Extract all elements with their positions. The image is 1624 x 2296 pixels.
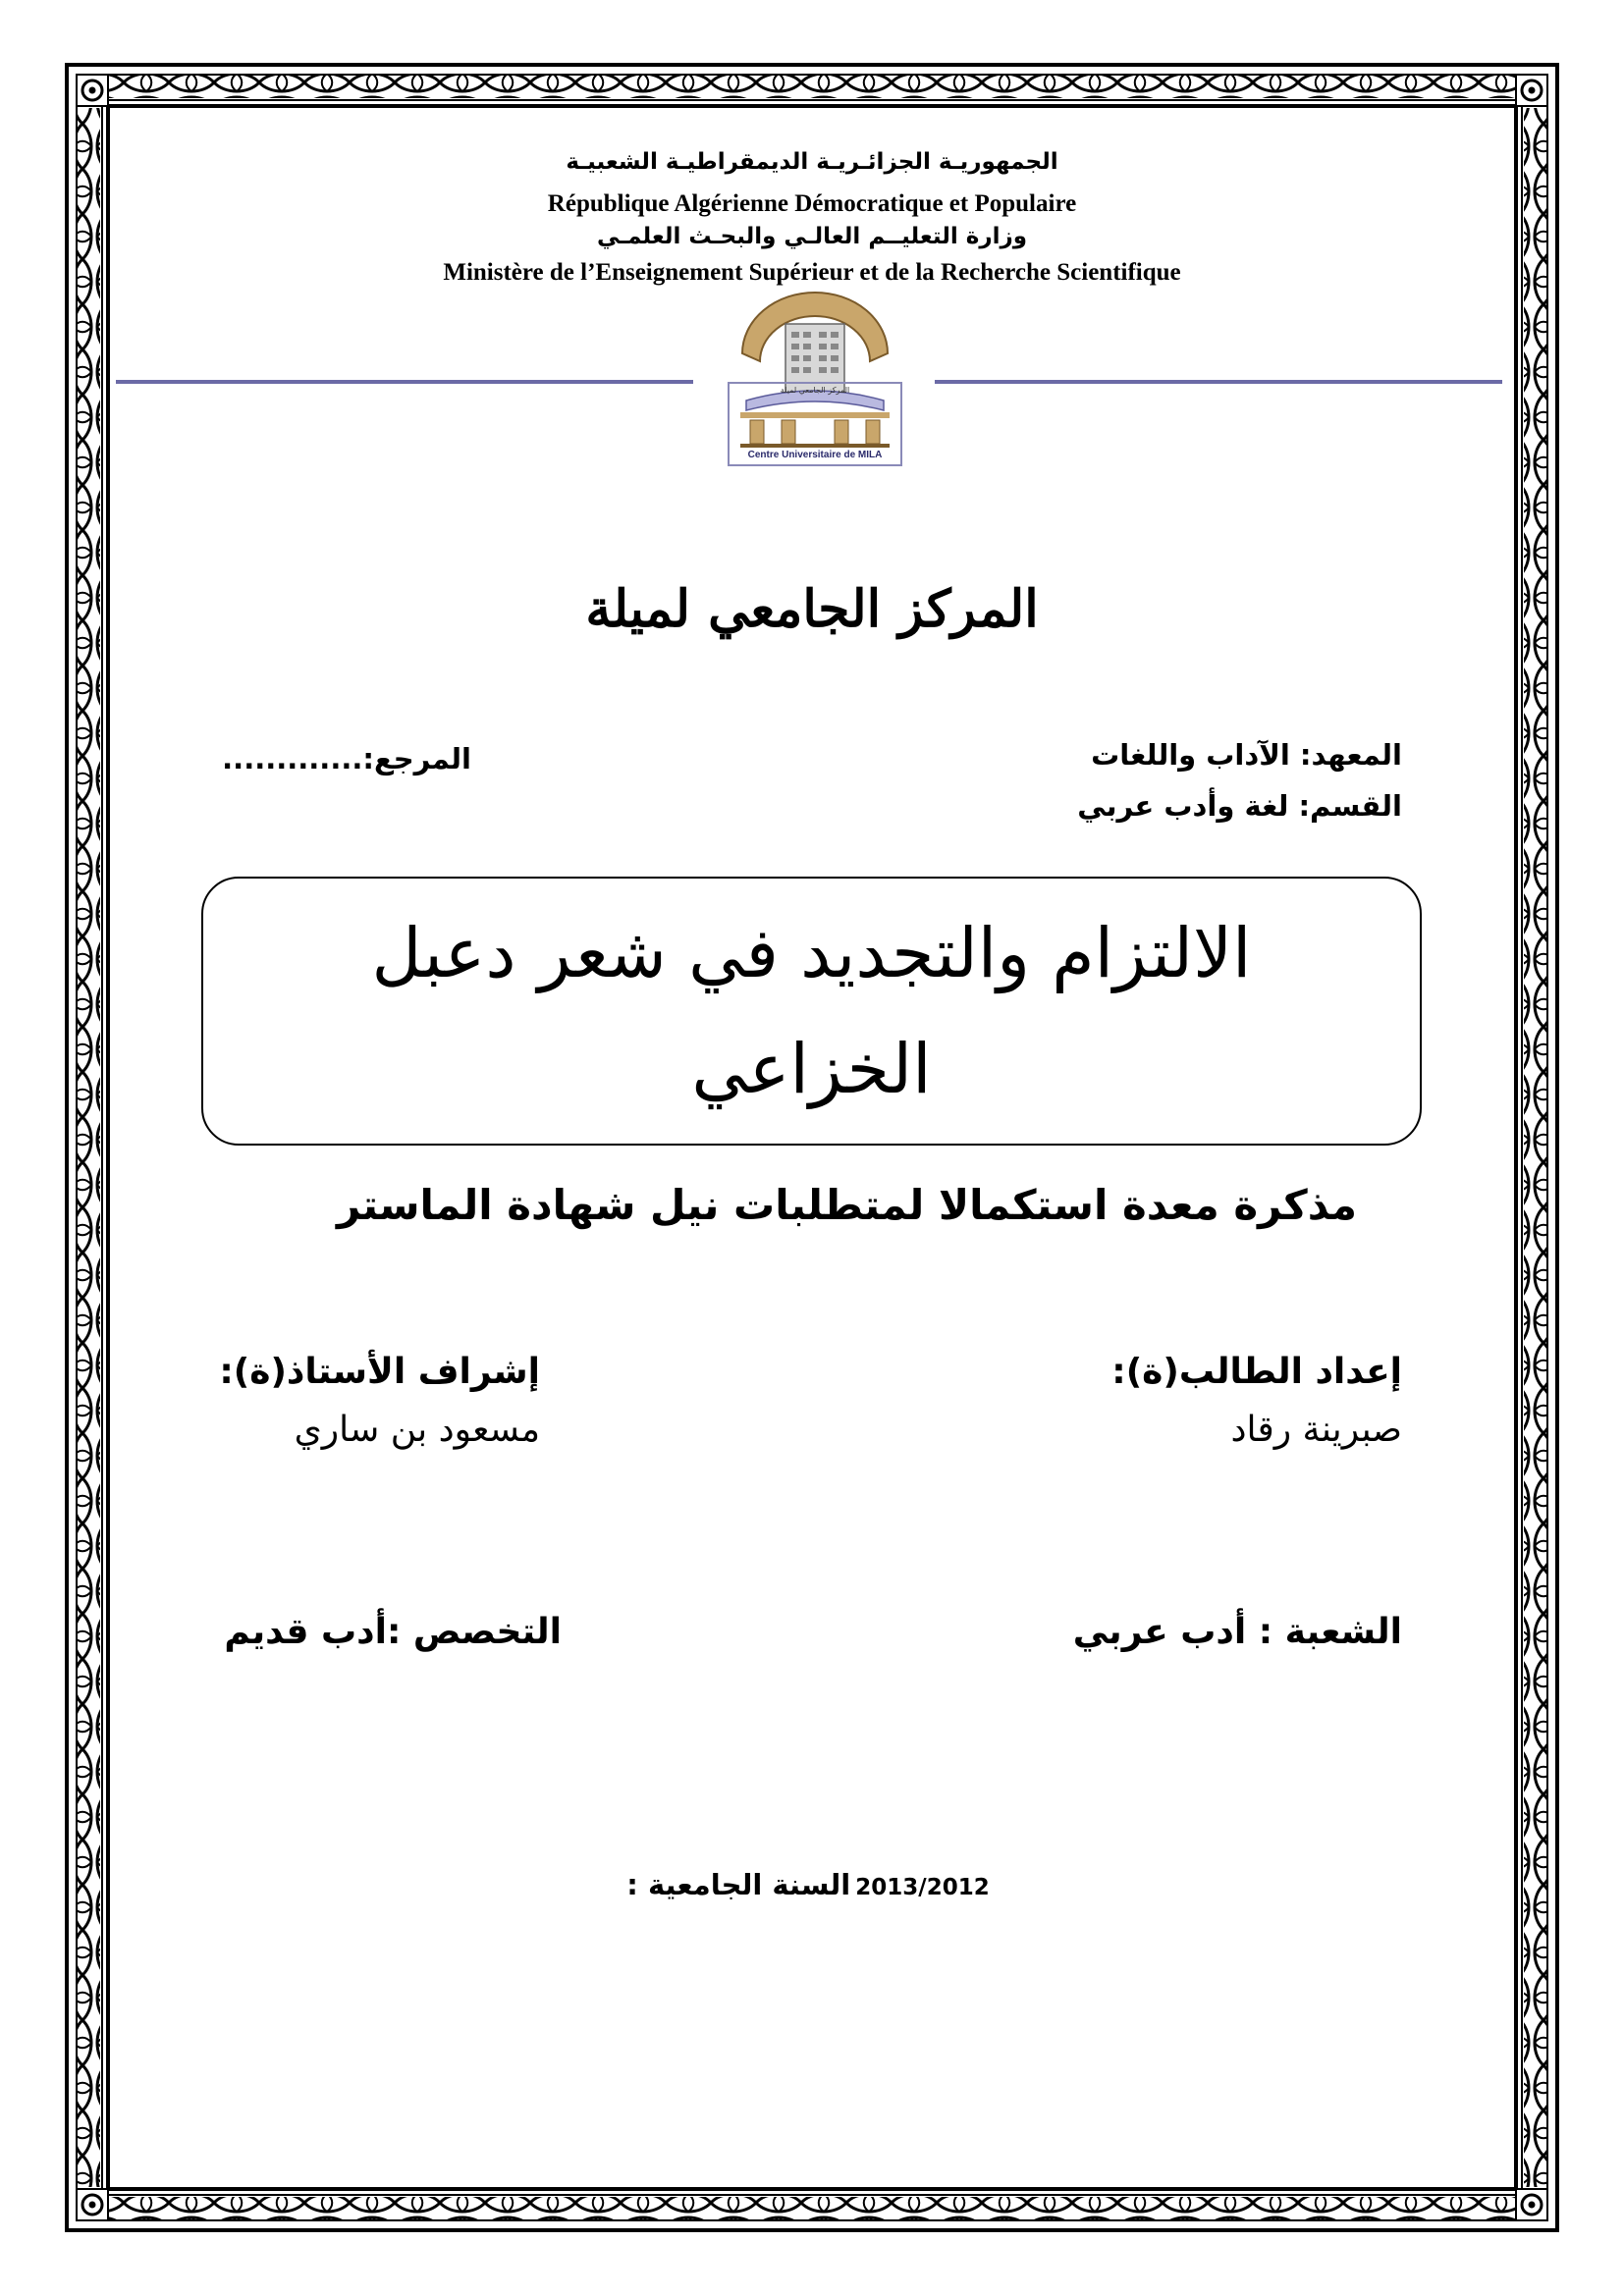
specialty-label: التخصص :أدب قديم [224, 1612, 562, 1652]
republic-french: République Algérienne Démocratique et Populaire [547, 190, 1077, 217]
branch-label: الشعبة : أدب عربي [1072, 1612, 1402, 1652]
university-building-logo [725, 285, 905, 467]
reference-label: المرجع:............. [222, 742, 471, 775]
academic-year [0, 1868, 1624, 1901]
thesis-title: الالتزام والتجديد في شعر دعبل الخزاعي [371, 913, 1252, 1109]
department-label: القسم: لغة وأدب عربي [1077, 789, 1402, 823]
academic-year-value: 2013/2012 [855, 1875, 990, 1900]
student-name: صبرينة رقاد [1230, 1410, 1402, 1450]
logo-caption: Centre Universitaire de MILA [747, 450, 883, 460]
header-rule-right [935, 380, 1502, 384]
republic-arabic: الجمهوريـة الجزائـريـة الديمقراطيـة الشعبيـة [566, 149, 1058, 175]
institution-name: المركز الجامعي لميلة [585, 579, 1039, 639]
supervisor-name: مسعود بن ساري [294, 1410, 540, 1450]
institute-label: المعهد: الآداب واللغات [1091, 738, 1402, 772]
thesis-title-box [201, 877, 1422, 1146]
logo-inner-text: المركز الجامعي لميلة [780, 386, 850, 395]
ministry-arabic: وزارة التعليــم العالـي والبحـث العلمـي [596, 224, 1028, 249]
ministry-french: Ministère de l’Enseignement Supérieur et de la Recherche Scientifique [443, 259, 1181, 286]
thesis-subtitle: مذكرة معدة استكمالا لمتطلبات نيل شهادة الماستر [336, 1181, 1357, 1229]
supervisor-label: إشراف الأستاذ(ة): [219, 1352, 540, 1392]
academic-year-label: السنة الجامعية : [626, 1868, 851, 1901]
header-rule-left [116, 380, 693, 384]
student-label: إعداد الطالب(ة): [1111, 1352, 1402, 1392]
